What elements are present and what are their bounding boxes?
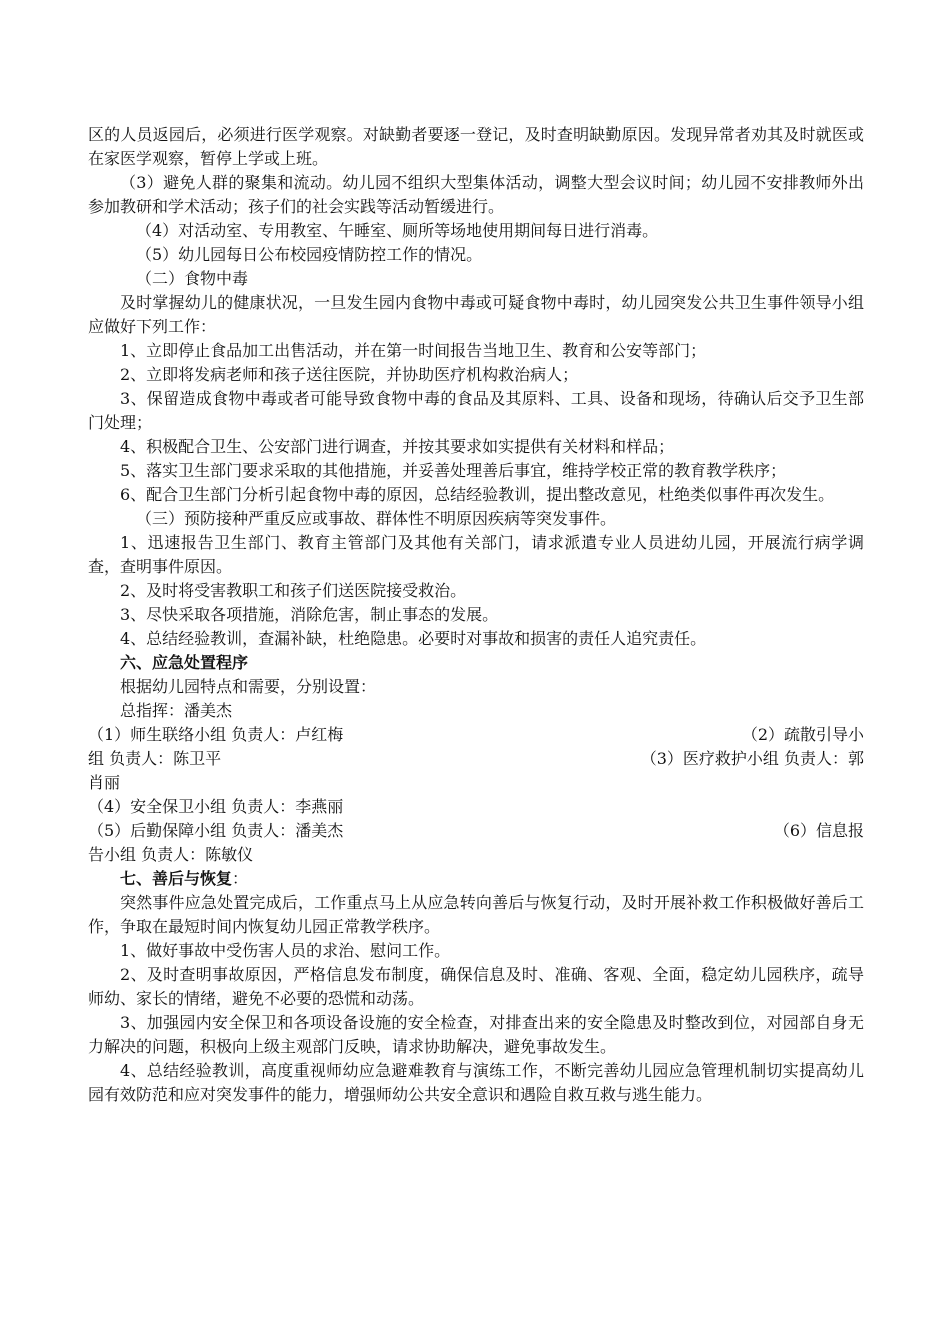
subheading: （二）食物中毒	[136, 269, 249, 288]
section-heading-text: 七、善后与恢复	[120, 869, 233, 888]
section-heading-colon: ：	[232, 869, 249, 888]
list-item: 2、及时查明事故原因，严格信息发布制度，确保信息及时、准确、客观、全面，稳定幼儿园秩序，疏导师幼、家长的情绪，避免不必要的恐慌和动荡。	[88, 965, 864, 1008]
paragraph: （4）对活动室、专用教室、午睡室、厕所等场地使用期间每日进行消毒。	[136, 221, 659, 240]
group-line	[88, 723, 864, 747]
list-item: 4、总结经验教训，高度重视师幼应急避难教育与演练工作，不断完善幼儿园应急管理机制切实提高幼儿园有效防范和应对突发事件的能力，增强师幼公共安全意识和遇险自救互救与逃生能力。	[88, 1061, 864, 1104]
group-item: （1）师生联络小组 负责人：卢红梅	[88, 725, 344, 744]
commander-line: 总指挥：潘美杰	[120, 701, 233, 720]
list-item: 2、及时将受害教职工和孩子们送医院接受救治。	[120, 581, 467, 600]
list-item: 1、立即停止食品加工出售活动，并在第一时间报告当地卫生、教育和公安等部门；	[120, 341, 707, 360]
group-line	[88, 819, 864, 843]
paragraph: 根据幼儿园特点和需要，分别设置：	[120, 677, 377, 696]
paragraph: （5）幼儿园每日公布校园疫情防控工作的情况。	[136, 245, 483, 264]
group-item: 肖丽	[88, 773, 121, 792]
list-item: 1、迅速报告卫生部门、教育主管部门及其他有关部门，请求派遣专业人员进幼儿园，开展流行病学调查，查明事件原因。	[88, 533, 864, 576]
list-item: 6、配合卫生部门分析引起食物中毒的原因，总结经验教训，提出整改意见，杜绝类似事件再次发生。	[120, 485, 835, 504]
list-item: 3、加强园内安全保卫和各项设备设施的安全检查，对排查出来的安全隐患及时整改到位，对园部自身无力解决的问题，积极向上级主观部门反映，请求协助解决，避免事故发生。	[88, 1013, 864, 1056]
subheading: （三）预防接种严重反应或事故、群体性不明原因疾病等突发事件。	[136, 509, 617, 528]
list-item: 4、积极配合卫生、公安部门进行调查，并按其要求如实提供有关材料和样品；	[120, 437, 675, 456]
list-item: 1、做好事故中受伤害人员的求治、慰问工作。	[120, 941, 451, 960]
list-item: 4、总结经验教训，查漏补缺，杜绝隐患。必要时对事故和损害的责任人追究责任。	[120, 629, 707, 648]
list-item: 2、立即将发病老师和孩子送往医院，并协助医疗机构救治病人；	[120, 365, 579, 384]
list-item: 5、落实卫生部门要求采取的其他措施，并妥善处理善后事宜，维持学校正常的教育教学秩序；	[120, 461, 787, 480]
group-line	[88, 747, 864, 771]
group-item: 告小组 负责人：陈敏仪	[88, 845, 254, 864]
paragraph: 及时掌握幼儿的健康状况，一旦发生园内食物中毒或可疑食物中毒时，幼儿园突发公共卫生事件领导小组应做好下列工作：	[88, 293, 864, 336]
group-item: （4）安全保卫小组 负责人：李燕丽	[88, 797, 344, 816]
paragraph: 区的人员返园后，必须进行医学观察。对缺勤者要逐一登记，及时查明缺勤原因。发现异常者劝其及时就医或在家医学观察，暂停上学或上班。	[88, 125, 864, 168]
paragraph: （3）避免人群的聚集和流动。幼儿园不组织大型集体活动，调整大型会议时间；幼儿园不安排教师外出参加教研和学术活动；孩子们的社会实践等活动暂缓进行。	[88, 173, 864, 216]
section-heading: 六、应急处置程序	[120, 653, 249, 672]
section-heading	[88, 867, 864, 891]
list-item: 3、保留造成食物中毒或者可能导致食物中毒的食品及其原料、工具、设备和现场，待确认后交予卫生部门处理；	[88, 389, 864, 432]
group-item: （5）后勤保障小组 负责人：潘美杰	[88, 821, 344, 840]
paragraph: 突然事件应急处置完成后，工作重点马上从应急转向善后与恢复行动，及时开展补救工作积极做好善后工作，争取在最短时间内恢复幼儿园正常教学秩序。	[88, 893, 864, 936]
group-item: 组 负责人：陈卫平	[88, 749, 222, 768]
group-item: （6）信息报	[773, 821, 864, 840]
group-item: （2）疏散引导小	[741, 725, 864, 744]
group-item: （3）医疗救护小组 负责人：郭	[640, 749, 864, 768]
list-item: 3、尽快采取各项措施，消除危害，制止事态的发展。	[120, 605, 499, 624]
